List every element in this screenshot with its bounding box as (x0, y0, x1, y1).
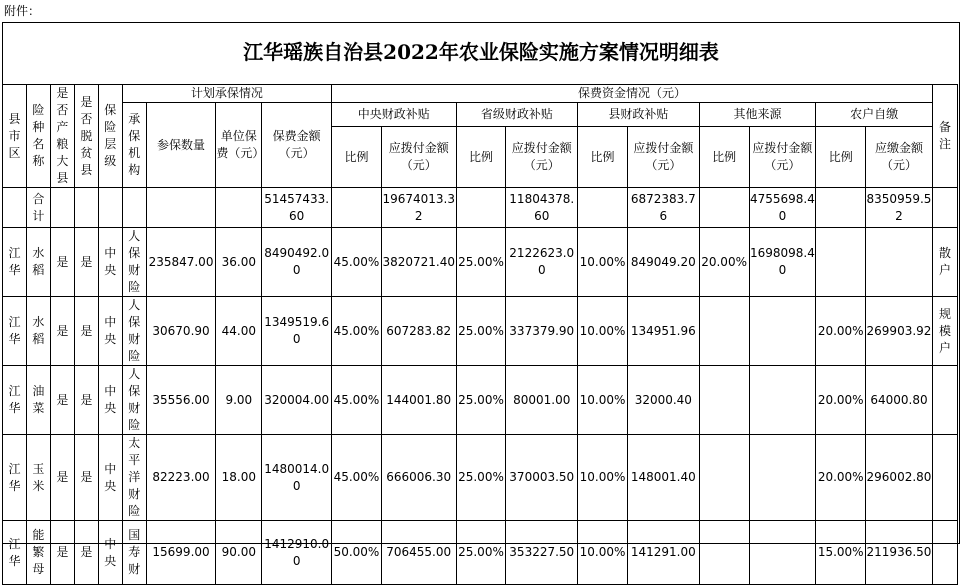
cell-grain: 是 (50, 521, 74, 585)
cell-county: 江华 (3, 297, 27, 366)
cell-provincial-ratio: 25.00% (456, 228, 506, 297)
header-ratio: 比例 (578, 127, 628, 188)
cell-insurer: 人保财险 (122, 297, 146, 366)
table-row (3, 228, 958, 297)
cell-other-ratio (699, 521, 749, 585)
cell-central-amount: 607283.82 (381, 297, 456, 366)
cell-unit-premium: 36.00 (216, 228, 262, 297)
table-row (3, 366, 958, 435)
table-row (3, 521, 958, 585)
cell-farmer-ratio (816, 228, 866, 297)
cell-provincial-ratio: 25.00% (456, 435, 506, 521)
table-row (3, 435, 958, 521)
cell-remark: 规模户 (932, 297, 957, 366)
cell-farmer-ratio: 20.00% (816, 297, 866, 366)
header-poverty-county: 是否脱贫县 (74, 85, 98, 188)
total-county-amount: 6872383.76 (627, 188, 699, 228)
cell-other-amount (749, 435, 816, 521)
cell-premium: 8490492.00 (262, 228, 332, 297)
cell-premium: 320004.00 (262, 366, 332, 435)
cell-poverty: 是 (74, 297, 98, 366)
cell-other-amount (749, 521, 816, 585)
header-payable: 应拨付金额（元） (627, 127, 699, 188)
cell-county-ratio: 10.00% (578, 435, 628, 521)
cell-county-amount: 141291.00 (627, 521, 699, 585)
header-unit-premium: 单位保费（元） (216, 103, 262, 188)
cell-unit-premium: 18.00 (216, 435, 262, 521)
cell-premium: 1412910.00 (262, 521, 332, 585)
cell-insurance-type: 油菜 (26, 366, 50, 435)
cell-insurance-type: 水稻 (26, 228, 50, 297)
cell-poverty: 是 (74, 521, 98, 585)
cell-provincial-ratio: 25.00% (456, 521, 506, 585)
cell-county-ratio: 10.00% (578, 297, 628, 366)
cell-county: 江华 (3, 366, 27, 435)
header-ratio: 比例 (816, 127, 866, 188)
report-title: 江华瑶族自治县2022年农业保险实施方案情况明细表 (243, 40, 719, 64)
header-remarks: 备注 (932, 85, 957, 188)
cell-insurance-type: 能繁母 (26, 521, 50, 585)
cell-central-amount: 3820721.40 (381, 228, 456, 297)
cell-grain: 是 (50, 297, 74, 366)
header-county-subsidy: 县财政补贴 (578, 103, 700, 127)
cell-other-ratio (699, 435, 749, 521)
cell-poverty: 是 (74, 435, 98, 521)
cell-poverty: 是 (74, 366, 98, 435)
cell-county-amount: 32000.40 (627, 366, 699, 435)
cell-premium: 1349519.60 (262, 297, 332, 366)
cell-farmer-ratio: 20.00% (816, 366, 866, 435)
header-county: 县市区 (3, 85, 27, 188)
cell-insurer: 人保财险 (122, 228, 146, 297)
cell-central-amount: 706455.00 (381, 521, 456, 585)
cell-provincial-ratio: 25.00% (456, 297, 506, 366)
cell-insurer: 人保财险 (122, 366, 146, 435)
cell-county-amount: 134951.96 (627, 297, 699, 366)
cell-unit-premium: 90.00 (216, 521, 262, 585)
cell-remark (932, 435, 957, 521)
cell-level: 中央 (98, 228, 122, 297)
cell-farmer-amount: 211936.50 (866, 521, 933, 585)
header-ratio: 比例 (456, 127, 506, 188)
cell-other-ratio: 20.00% (699, 228, 749, 297)
cell-county: 江华 (3, 435, 27, 521)
header-farmer: 农户自缴 (816, 103, 933, 127)
cell-unit-premium: 44.00 (216, 297, 262, 366)
cell-quantity: 235847.00 (146, 228, 216, 297)
cell-grain: 是 (50, 228, 74, 297)
cell-provincial-amount: 2122623.00 (506, 228, 578, 297)
cell-quantity: 15699.00 (146, 521, 216, 585)
cell-farmer-amount: 64000.80 (866, 366, 933, 435)
cell-level: 中央 (98, 521, 122, 585)
cell-level: 中央 (98, 435, 122, 521)
cell-remark: 散户 (932, 228, 957, 297)
header-insurance-level: 保险层级 (98, 85, 122, 188)
insurance-detail-table (2, 84, 958, 585)
header-provincial: 省级财政补贴 (456, 103, 578, 127)
cell-quantity: 35556.00 (146, 366, 216, 435)
cell-farmer-amount: 269903.92 (866, 297, 933, 366)
header-payable: 应拨付金额（元） (749, 127, 816, 188)
cell-other-amount (749, 297, 816, 366)
cell-central-ratio: 45.00% (332, 435, 382, 521)
cell-premium: 1480014.00 (262, 435, 332, 521)
header-other: 其他来源 (699, 103, 816, 127)
total-other-amount: 4755698.40 (749, 188, 816, 228)
cell-insurer: 太平洋财险 (122, 435, 146, 521)
cell-county-amount: 148001.40 (627, 435, 699, 521)
cell-county-amount: 849049.20 (627, 228, 699, 297)
cell-provincial-amount: 80001.00 (506, 366, 578, 435)
cell-county-ratio: 10.00% (578, 521, 628, 585)
attachment-label: 附件： (4, 4, 41, 18)
cell-insurance-type: 水稻 (26, 297, 50, 366)
cell-other-ratio (699, 366, 749, 435)
cell-farmer-amount: 296002.80 (866, 435, 933, 521)
total-farmer-amount: 8350959.52 (866, 188, 933, 228)
cell-farmer-amount (866, 228, 933, 297)
cell-remark (932, 521, 957, 585)
total-provincial-amount: 11804378.60 (506, 188, 578, 228)
cell-other-amount (749, 366, 816, 435)
cell-county-ratio: 10.00% (578, 366, 628, 435)
header-grain-county: 是否产粮大县 (50, 85, 74, 188)
cell-central-ratio: 45.00% (332, 366, 382, 435)
header-ratio: 比例 (332, 127, 382, 188)
header-payable: 应拨付金额（元） (381, 127, 456, 188)
cell-provincial-amount: 337379.90 (506, 297, 578, 366)
header-plan-group: 计划承保情况 (122, 85, 331, 103)
header-payable: 应拨付金额（元） (506, 127, 578, 188)
cell-quantity: 30670.90 (146, 297, 216, 366)
cell-farmer-ratio: 20.00% (816, 435, 866, 521)
cell-central-amount: 144001.80 (381, 366, 456, 435)
cell-provincial-amount: 370003.50 (506, 435, 578, 521)
report-sheet (2, 22, 960, 576)
cell-level: 中央 (98, 297, 122, 366)
cell-grain: 是 (50, 435, 74, 521)
cell-central-ratio: 45.00% (332, 297, 382, 366)
cell-other-ratio (699, 297, 749, 366)
cell-level: 中央 (98, 366, 122, 435)
cell-provincial-ratio: 25.00% (456, 366, 506, 435)
cell-quantity: 82223.00 (146, 435, 216, 521)
cell-county: 江华 (3, 228, 27, 297)
cell-unit-premium: 9.00 (216, 366, 262, 435)
cell-grain: 是 (50, 366, 74, 435)
header-insurance-type: 险种名称 (26, 85, 50, 188)
cell-provincial-amount: 353227.50 (506, 521, 578, 585)
total-label: 合计 (26, 188, 50, 228)
cell-insurer: 国寿财 (122, 521, 146, 585)
cell-central-amount: 666006.30 (381, 435, 456, 521)
cell-central-ratio: 45.00% (332, 228, 382, 297)
cell-central-ratio: 50.00% (332, 521, 382, 585)
cell-county-ratio: 10.00% (578, 228, 628, 297)
header-premium-amount: 保费金额（元） (262, 103, 332, 188)
cell-county: 江华 (3, 521, 27, 585)
cell-insurance-type: 玉米 (26, 435, 50, 521)
header-premium-group: 保费资金情况（元） (332, 85, 933, 103)
total-premium: 51457433.60 (262, 188, 332, 228)
cell-farmer-ratio: 15.00% (816, 521, 866, 585)
total-central-amount: 19674013.32 (381, 188, 456, 228)
data-rows (3, 228, 958, 585)
table-row (3, 297, 958, 366)
header-central: 中央财政补贴 (332, 103, 457, 127)
cell-poverty: 是 (74, 228, 98, 297)
header-insurer: 承保机构 (122, 103, 146, 188)
cell-remark (932, 366, 957, 435)
header-quantity: 参保数量 (146, 103, 216, 188)
total-row (3, 188, 958, 228)
header-ratio: 比例 (699, 127, 749, 188)
cell-other-amount: 1698098.40 (749, 228, 816, 297)
header-farmer-payable: 应缴金额（元） (866, 127, 933, 188)
